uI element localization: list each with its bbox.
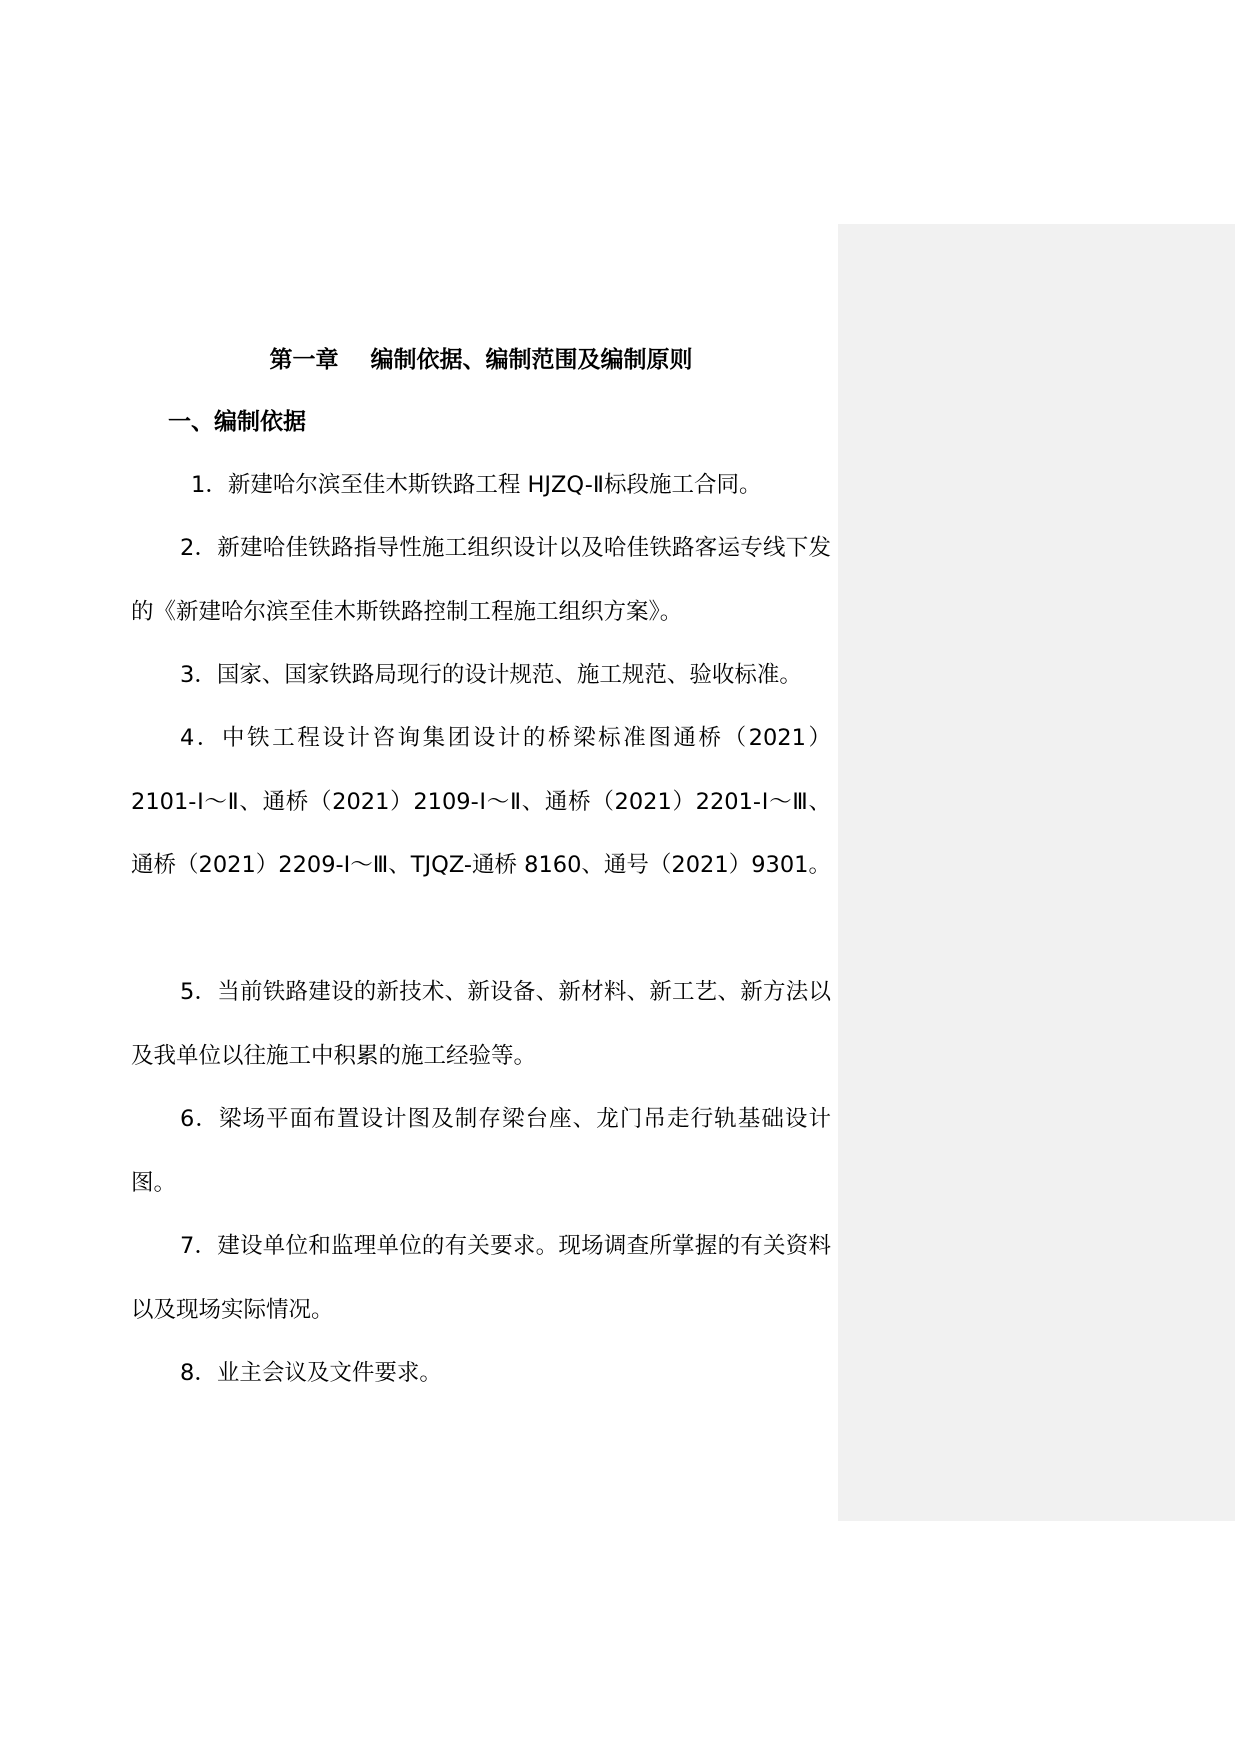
paragraph-item-7: 7．建设单位和监理单位的有关要求。现场调查所掌握的有关资料以及现场实际情况。 <box>131 1233 831 1323</box>
chapter-title: 第一章 编制依据、编制范围及编制原则 <box>269 347 693 373</box>
section-heading: 一、编制依据 <box>168 409 306 435</box>
comment-margin-pane <box>838 224 1235 1521</box>
paragraph-item-8: 8．业主会议及文件要求。 <box>180 1360 442 1386</box>
paragraph-item-3: 3．国家、国家铁路局现行的设计规范、施工规范、验收标准。 <box>180 662 802 688</box>
paragraph-item-5: 5．当前铁路建设的新技术、新设备、新材料、新工艺、新方法以及我单位以往施工中积累的施工经验等。 <box>131 979 831 1069</box>
paragraph-item-6: 6．梁场平面布置设计图及制存梁台座、龙门吊走行轨基础设计图。 <box>131 1106 831 1196</box>
paragraph-item-4: 4．中铁工程设计咨询集团设计的桥梁标准图通桥（2021）2101-Ⅰ～Ⅱ、通桥（2021）2109-Ⅰ～Ⅱ、通桥（2021）2201-Ⅰ～Ⅲ、通桥（2021）2209-Ⅰ～Ⅲ、TJQZ-通桥 8160、通号（2021）9301。 <box>131 725 831 878</box>
paragraph-item-1: 1．新建哈尔滨至佳木斯铁路工程 HJZQ-Ⅱ标段施工合同。 <box>191 472 762 498</box>
paragraph-item-2: 2．新建哈佳铁路指导性施工组织设计以及哈佳铁路客运专线下发的《新建哈尔滨至佳木斯铁路控制工程施工组织方案》。 <box>131 535 831 625</box>
